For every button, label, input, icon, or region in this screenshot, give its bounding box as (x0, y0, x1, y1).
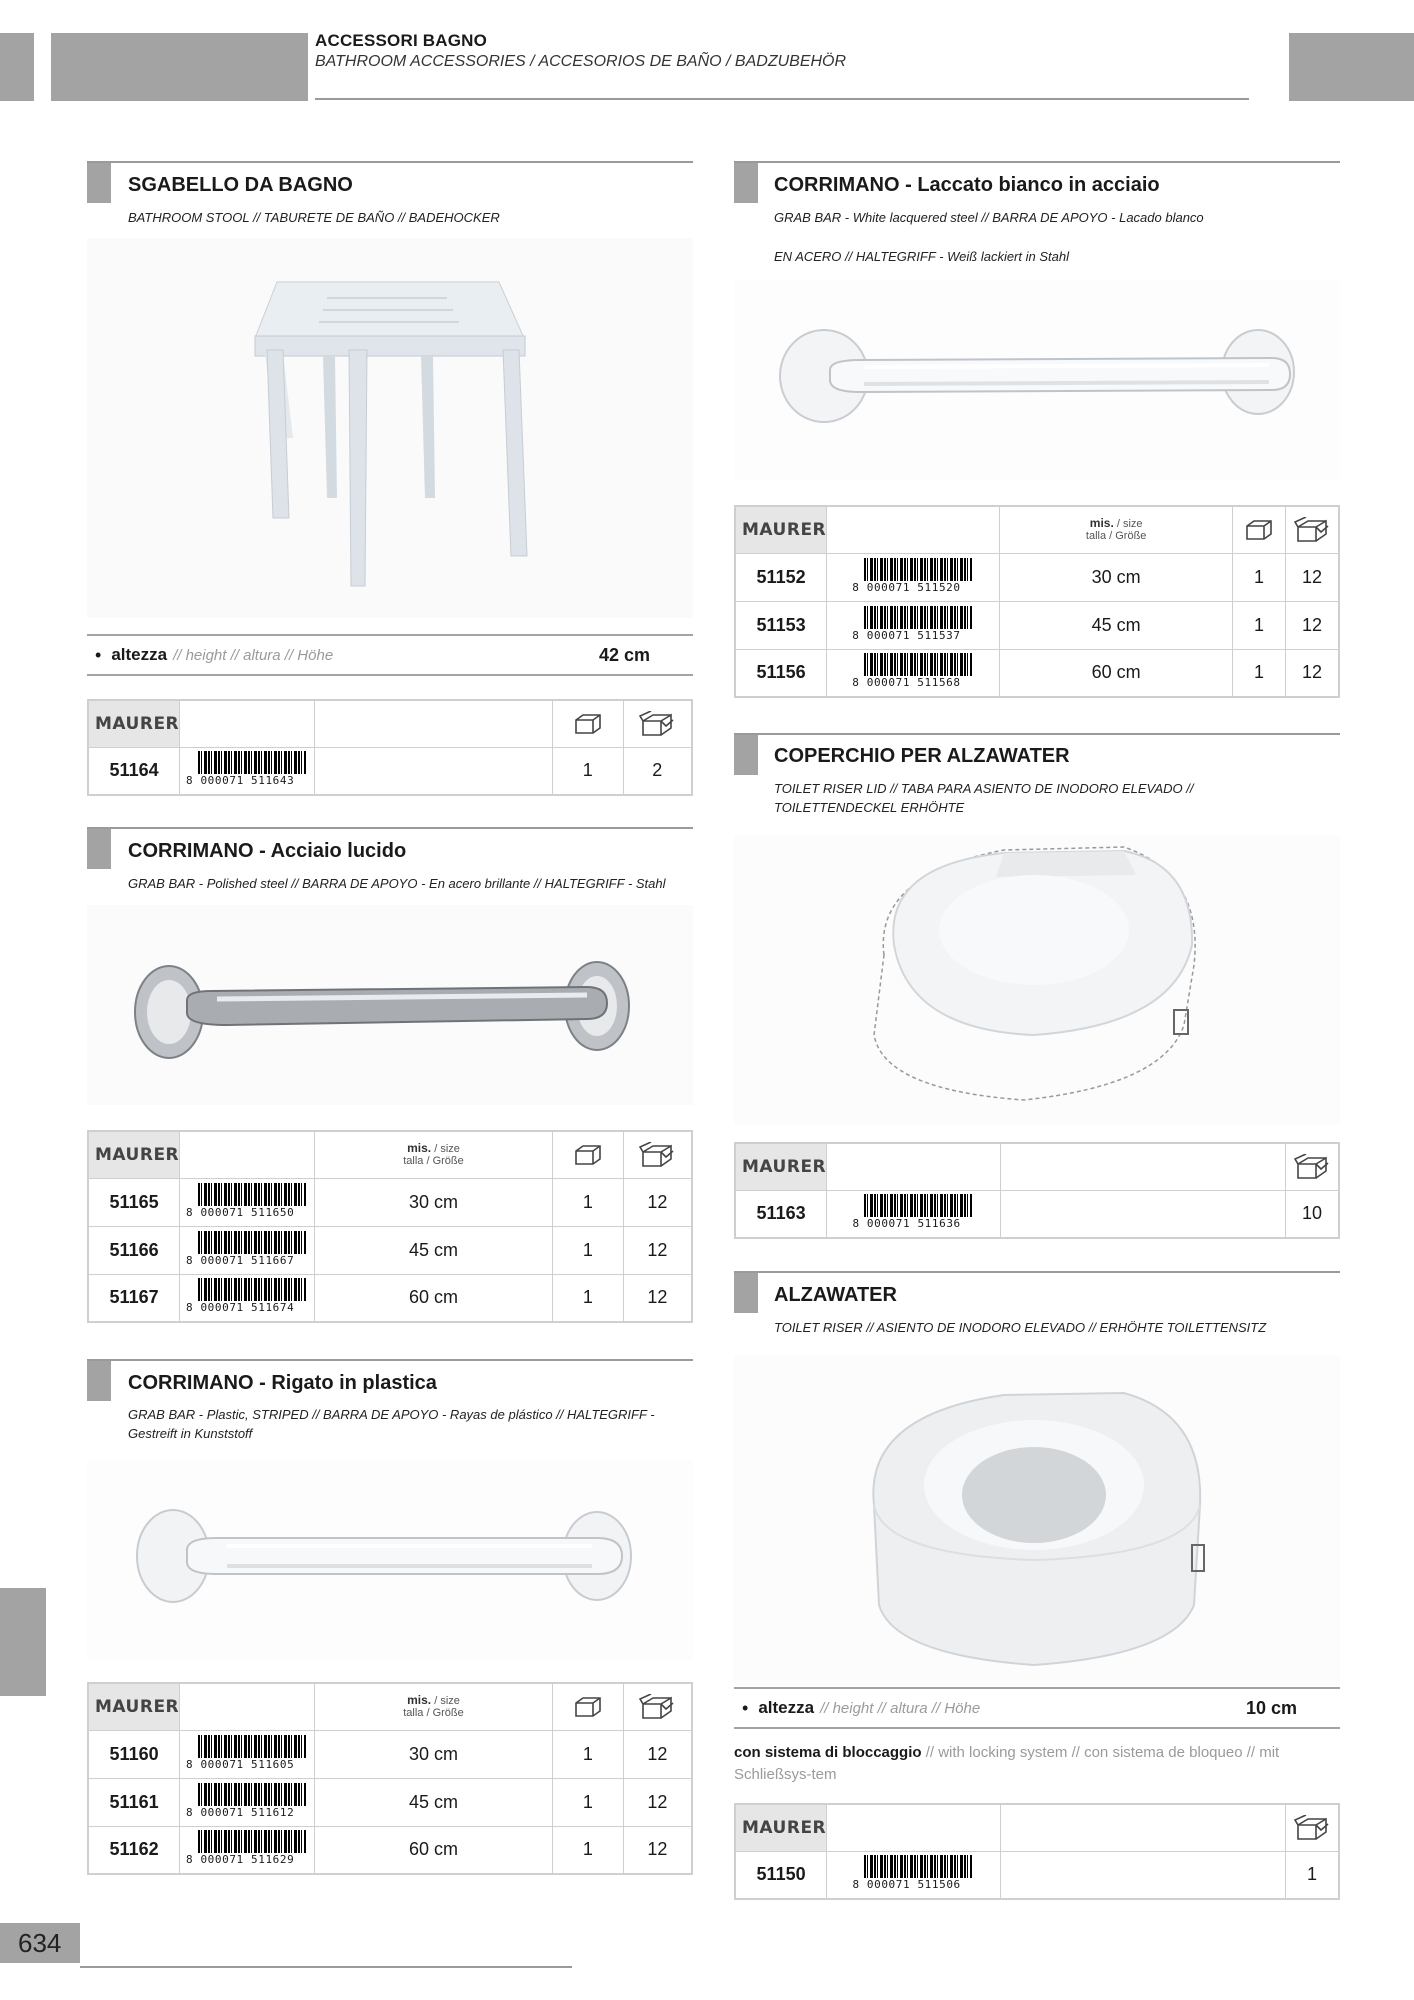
carton-box-icon (639, 1694, 675, 1720)
lacquered-table (734, 505, 1340, 698)
barcode: 8 000071 511674 (184, 1275, 310, 1315)
product-code: 51166 (88, 1226, 180, 1274)
barcode: 8 000071 511667 (184, 1228, 310, 1268)
table-row (88, 747, 692, 795)
carton-box-icon (1294, 1815, 1330, 1841)
size-value: 45 cm (1000, 601, 1233, 649)
lacquered-title: CORRIMANO - Laccato bianco in acciaio (774, 174, 1160, 196)
product-code: 51163 (735, 1190, 827, 1238)
attr-label: altezza (111, 645, 168, 664)
page-title: ACCESSORI BAGNO (315, 31, 488, 50)
lid-table (734, 1142, 1340, 1239)
barcode-number: 8 000071 511643 (184, 774, 310, 787)
section-rule (734, 161, 1340, 163)
size-header: mis. / size talla / Größe (314, 1131, 552, 1178)
table-row (735, 601, 1339, 649)
lacquered-grab-bar-photo (734, 280, 1340, 480)
product-code: 51156 (735, 649, 827, 697)
plastic-title: CORRIMANO - Rigato in plastica (128, 1372, 437, 1394)
stool-photo (87, 238, 693, 618)
section-rule (87, 1359, 693, 1361)
single-box-icon (573, 1143, 603, 1167)
single-box-icon (573, 712, 603, 736)
carton-box-icon (639, 711, 675, 737)
attr-value: 10 cm (1246, 1697, 1298, 1718)
barcode: 8 000071 511520 (850, 555, 976, 595)
size-value: 60 cm (314, 1274, 552, 1322)
pack-qty: 12 (623, 1274, 692, 1322)
pack-qty: 12 (623, 1778, 692, 1826)
section-rule (87, 161, 693, 163)
barcode: 8 000071 511612 (184, 1780, 310, 1820)
section-rule (734, 1271, 1340, 1273)
stool-table (87, 699, 693, 796)
polished-table (87, 1130, 693, 1323)
pack-qty: 12 (1286, 553, 1339, 601)
pack-qty: 12 (623, 1178, 692, 1226)
carton-box-icon (1294, 1154, 1330, 1180)
pack-qty: 2 (623, 747, 692, 795)
brand-cell (88, 700, 180, 747)
header-tab-left (0, 33, 34, 101)
page-number: 634 (0, 1923, 80, 1963)
size-value: 45 cm (314, 1778, 552, 1826)
section-marker (734, 735, 758, 775)
pack-qty: 12 (623, 1730, 692, 1778)
lid-subtitle: TOILET RISER LID // TABA PARA ASIENTO DE INODORO ELEVADO // TOILETTENDECKEL ERHÖHTE (774, 781, 1194, 815)
size-header: mis. / size talla / Größe (1000, 506, 1233, 553)
barcode: 8 000071 511568 (850, 650, 976, 690)
bullet: • (742, 1697, 749, 1718)
table-row (88, 1178, 692, 1226)
header-divider (315, 98, 1249, 100)
product-code: 51160 (88, 1730, 180, 1778)
product-code: 51150 (735, 1851, 827, 1899)
attr-translations: // height // altura // Höhe (173, 646, 334, 664)
section-marker (734, 1273, 758, 1313)
pack-qty: 1 (1285, 1851, 1339, 1899)
size-value: 30 cm (314, 1730, 552, 1778)
riser-photo (734, 1355, 1340, 1685)
section-marker (87, 163, 111, 203)
barcode: 8 000071 511636 (850, 1191, 976, 1231)
single-box-icon (1244, 518, 1274, 542)
unit-qty: 1 (553, 1274, 624, 1322)
page-subtitle: BATHROOM ACCESSORIES / ACCESORIOS DE BAÑO / BADZUBEHÖR (315, 53, 847, 70)
unit-qty: 1 (553, 1178, 624, 1226)
brand-logo: MAURER (95, 1145, 180, 1166)
stool-title: SGABELLO DA BAGNO (128, 174, 353, 196)
section-marker (87, 829, 111, 869)
size-header: mis. / size talla / Größe (314, 1683, 552, 1730)
unit-qty: 1 (553, 1730, 624, 1778)
size-value: 60 cm (1000, 649, 1233, 697)
product-code: 51164 (88, 747, 180, 795)
section-marker (734, 163, 758, 203)
table-row (88, 1274, 692, 1322)
barcode (184, 748, 310, 788)
table-row (88, 1778, 692, 1826)
lacquered-subtitle-2: EN ACERO // HALTEGRIFF - Weiß lackiert in Stahl (774, 249, 1069, 264)
header-block (51, 33, 308, 101)
carton-box-icon (639, 1142, 675, 1168)
unit-qty: 1 (553, 1826, 624, 1874)
size-value: 60 cm (314, 1826, 552, 1874)
product-code: 51152 (735, 553, 827, 601)
plastic-subtitle: GRAB BAR - Plastic, STRIPED // BARRA DE APOYO - Rayas de plástico // HALTEGRIFF - Gestreift in Kunststoff (128, 1407, 655, 1441)
locking-note (734, 1742, 1340, 1786)
table-row (88, 1826, 692, 1874)
riser-table (734, 1803, 1340, 1900)
product-code: 51165 (88, 1178, 180, 1226)
brand-logo: MAURER (95, 714, 180, 735)
barcode: 8 000071 511629 (184, 1827, 310, 1867)
carton-box-icon (1294, 517, 1330, 543)
section-rule (87, 827, 693, 829)
barcode: 8 000071 511537 (850, 603, 976, 643)
unit-qty: 1 (1232, 649, 1285, 697)
note-bold: con sistema di bloccaggio (734, 1744, 922, 1761)
plastic-table (87, 1682, 693, 1875)
barcode: 8 000071 511506 (850, 1852, 976, 1892)
riser-height-row (734, 1687, 1340, 1729)
section-rule (734, 733, 1340, 735)
size-value: 30 cm (1000, 553, 1233, 601)
lid-photo (734, 835, 1340, 1125)
section-marker (87, 1361, 111, 1401)
table-row (735, 649, 1339, 697)
size-value: 30 cm (314, 1178, 552, 1226)
pack-qty: 12 (1286, 601, 1339, 649)
barcode: 8 000071 511650 (184, 1180, 310, 1220)
size-value: 45 cm (314, 1226, 552, 1274)
bullet: • (95, 644, 102, 665)
unit-qty: 1 (1232, 553, 1285, 601)
brand-logo: MAURER (95, 1697, 180, 1718)
pack-qty: 12 (623, 1826, 692, 1874)
table-row (735, 1851, 1339, 1899)
product-code: 51153 (735, 601, 827, 649)
polished-title: CORRIMANO - Acciaio lucido (128, 840, 407, 862)
lacquered-subtitle: GRAB BAR - White lacquered steel // BARRA DE APOYO - Lacado blanco (774, 210, 1204, 225)
barcode: 8 000071 511605 (184, 1732, 310, 1772)
header-tab-right (1289, 33, 1414, 101)
table-row (88, 1226, 692, 1274)
unit-qty: 1 (1232, 601, 1285, 649)
pack-qty: 10 (1285, 1190, 1339, 1238)
brand-logo: MAURER (742, 1157, 827, 1178)
unit-qty: 1 (553, 1778, 624, 1826)
pack-qty: 12 (623, 1226, 692, 1274)
riser-subtitle: TOILET RISER // ASIENTO DE INODORO ELEVADO // ERHÖHTE TOILETTENSITZ (774, 1320, 1267, 1335)
brand-logo: MAURER (742, 1818, 827, 1839)
attr-translations: // height // altura // Höhe (820, 1699, 981, 1717)
lid-title: COPERCHIO PER ALZAWATER (774, 745, 1070, 767)
plastic-grab-bar-photo (87, 1460, 693, 1660)
polished-subtitle: GRAB BAR - Polished steel // BARRA DE APOYO - En acero brillante // HALTEGRIFF - Stahl (128, 876, 666, 891)
brand-logo: MAURER (742, 520, 827, 541)
stool-height-row (87, 634, 693, 676)
unit-qty: 1 (552, 747, 623, 795)
note-translations: // with locking system // con sistema de bloqueo // mit Schließsys-tem (734, 1744, 1280, 1783)
attr-label: altezza (758, 1698, 815, 1717)
stool-subtitle: BATHROOM STOOL // TABURETE DE BAÑO // BADEHOCKER (128, 210, 500, 225)
footer-divider (80, 1966, 572, 1968)
unit-qty: 1 (553, 1226, 624, 1274)
table-row (735, 553, 1339, 601)
product-code: 51162 (88, 1826, 180, 1874)
pack-qty: 12 (1286, 649, 1339, 697)
table-row (735, 1190, 1339, 1238)
single-box-icon (573, 1695, 603, 1719)
product-code: 51161 (88, 1778, 180, 1826)
polished-grab-bar-photo (87, 905, 693, 1105)
attr-value: 42 cm (599, 644, 651, 665)
product-code: 51167 (88, 1274, 180, 1322)
table-row (88, 1730, 692, 1778)
riser-title: ALZAWATER (774, 1284, 897, 1306)
side-tab (0, 1588, 46, 1696)
